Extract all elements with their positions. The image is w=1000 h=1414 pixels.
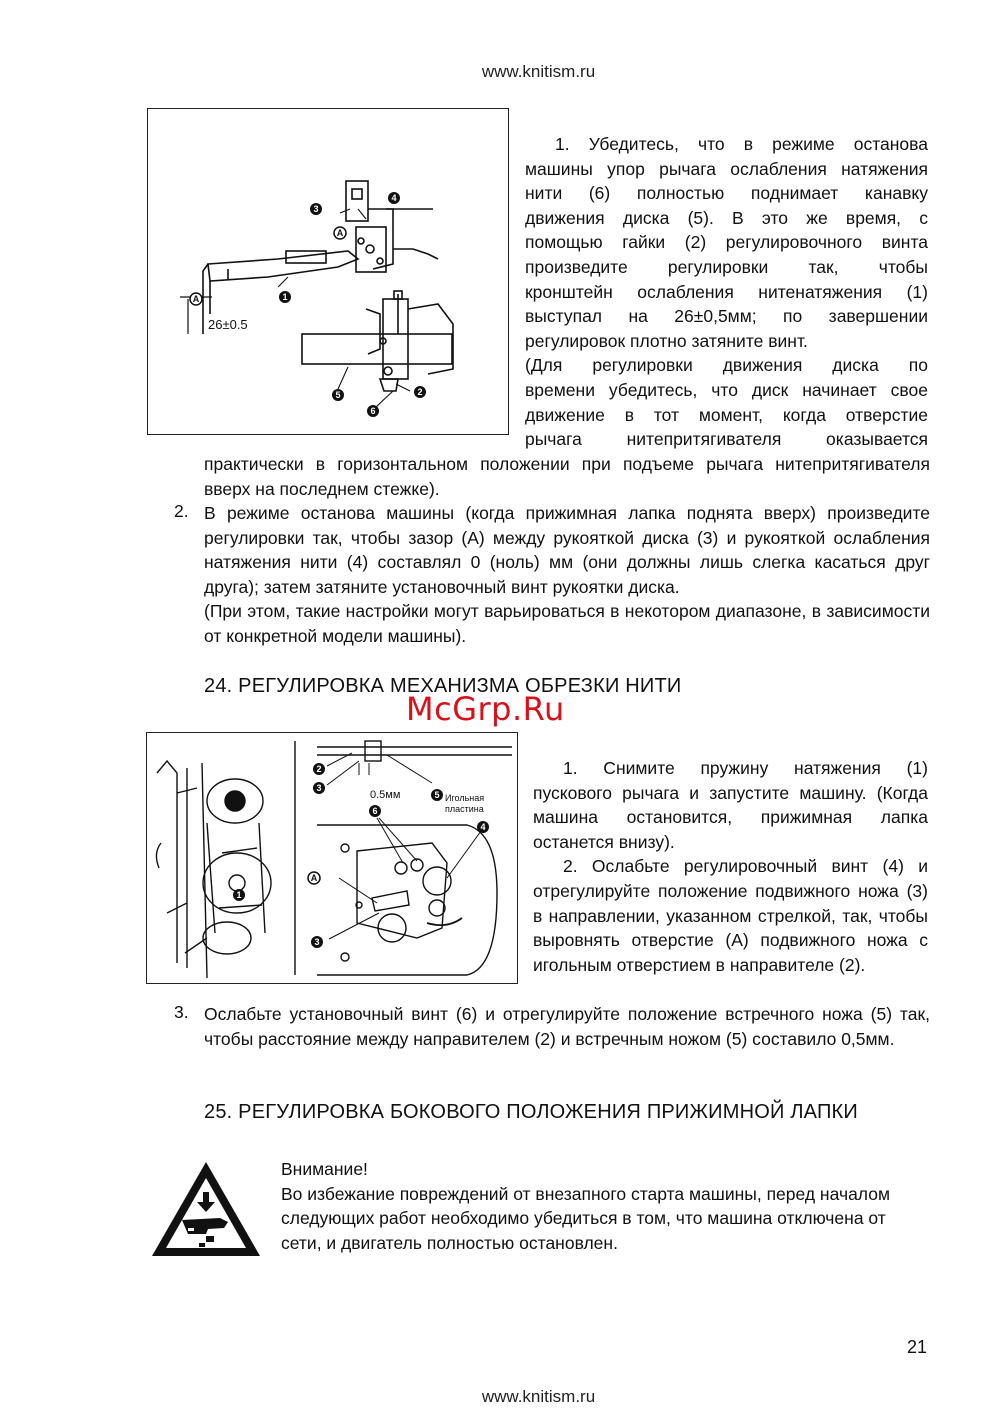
page-number: 21: [907, 1337, 928, 1357]
s24-item3-text: Ослабьте установочный винт (6) и отрегулируйте положение встречного ножа (5) так, чтобы расстояние между направителем (2) и встречным ножом (5) составило 0,5мм.: [204, 1004, 930, 1049]
tension-release-figure: [147, 108, 509, 435]
item1-line: произведите регулировки так, чтобы: [525, 256, 928, 277]
item1-line: 1. Убедитесь, что в режиме останова: [555, 134, 928, 154]
s24-item1: 1. Снимите пружину натяжения (1) пускового рычага и запустите машину. (Когда машина остановится, прижимная лапка останется внизу).: [533, 758, 928, 852]
hand-crush-warning-icon: [148, 1158, 264, 1260]
svg-text:A: A: [310, 873, 318, 883]
s24-item2: 2. Ослабьте регулировочный винт (4) и отрегулируйте положение подвижного ножа (3) в направлении, указанном стрелкой, так, чтобы выровнять отверстие (А) подвижного ножа с игольным отверстием в направителе (2).: [533, 856, 928, 975]
svg-text:1: 1: [236, 890, 242, 900]
callout-1: 1: [282, 292, 288, 302]
item1-line: регулировок плотно затяните винт.: [525, 330, 808, 351]
item1-line: рычага нитепритягивателя оказывается: [525, 429, 928, 450]
callout-6: 6: [370, 406, 376, 416]
item1-line: кронштейн ослабления нитенатяжения (1): [525, 281, 928, 302]
svg-text:A: A: [192, 294, 200, 304]
svg-text:6: 6: [372, 806, 378, 816]
item1-text: [525, 132, 928, 452]
item1-line: времени убедитесь, что диск начинает свое: [525, 379, 928, 400]
item1-line: движения диска (5). В это же время, с: [525, 207, 928, 228]
item2-number: 2.: [174, 501, 189, 521]
item1-line: выступал на 26±0,5мм; по завершении: [525, 306, 928, 327]
callout-3: 3: [313, 204, 319, 214]
item2-note: (При этом, такие настройки могут варьироваться в некотором диапазоне, в зависимости от конкретной модели машины).: [204, 601, 930, 646]
item2-text: [204, 501, 930, 649]
item2-body: В режиме останова машины (когда прижимная лапка поднята вверх) произведите регулировки так, чтобы зазор (А) между рукояткой диска (3) и рукояткой ослабления натяжения нити (4) составлял 0 (ноль) мм (они должны лишь слегка касаться друг друга); затем затяните установочный винт рукоятки диска.: [204, 503, 930, 597]
watermark: McGrp.Ru: [406, 690, 565, 728]
footer-site: www.knitism.ru: [481, 1387, 596, 1406]
thread-trimmer-figure: [146, 732, 518, 984]
callout-2: 2: [417, 387, 423, 397]
svg-text:3: 3: [314, 937, 320, 947]
svg-text:3: 3: [316, 783, 322, 793]
needle-plate-label-1: Игольная: [445, 793, 485, 803]
gap-label: 0.5мм: [370, 789, 401, 801]
item1-line: (Для регулировки движения диска по: [525, 355, 928, 376]
needle-plate-label-2: пластина: [445, 804, 484, 814]
svg-text:5: 5: [434, 790, 440, 800]
svg-text:A: A: [336, 228, 344, 238]
svg-text:2: 2: [316, 764, 322, 774]
svg-text:4: 4: [480, 822, 486, 832]
item1-line: машины упор рычага ослабления натяжения: [525, 158, 928, 179]
section24-right-text: [533, 756, 928, 977]
warning-text: Во избежание повреждений от внезапного старта машины, перед началом следующих работ необходимо убедиться в том, что машина отключена от сети, и двигатель полностью остановлен.: [281, 1183, 890, 1253]
item1-line: движение в тот момент, когда отверстие: [525, 404, 928, 425]
tension-release-diagram: [148, 109, 508, 434]
callout-4: 4: [391, 193, 397, 203]
s24-item3-number: 3.: [174, 1002, 189, 1022]
section25-heading: 25. РЕГУЛИРОВКА БОКОВОГО ПОЛОЖЕНИЯ ПРИЖИМНОЙ ЛАПКИ: [204, 1101, 858, 1123]
callout-5: 5: [335, 390, 341, 400]
warning-title: Внимание!: [281, 1159, 368, 1179]
header-site: www.knitism.ru: [481, 62, 596, 81]
thread-trimmer-diagram: [147, 733, 517, 983]
item1-line: нити (6) полностью поднимает канавку: [525, 183, 928, 204]
section24-heading: 24. РЕГУЛИРОВКА МЕХАНИЗМА ОБРЕЗКИ НИТИ: [204, 675, 682, 697]
warning-block: [281, 1157, 931, 1255]
item1-line: помощью гайки (2) регулировочного винта: [525, 232, 928, 253]
item1-tail: практически в горизонтальном положении при подъеме рычага нитепритягивателя вверх на последнем стежке).: [204, 454, 930, 499]
tolerance-label: 26±0.5: [208, 317, 248, 332]
